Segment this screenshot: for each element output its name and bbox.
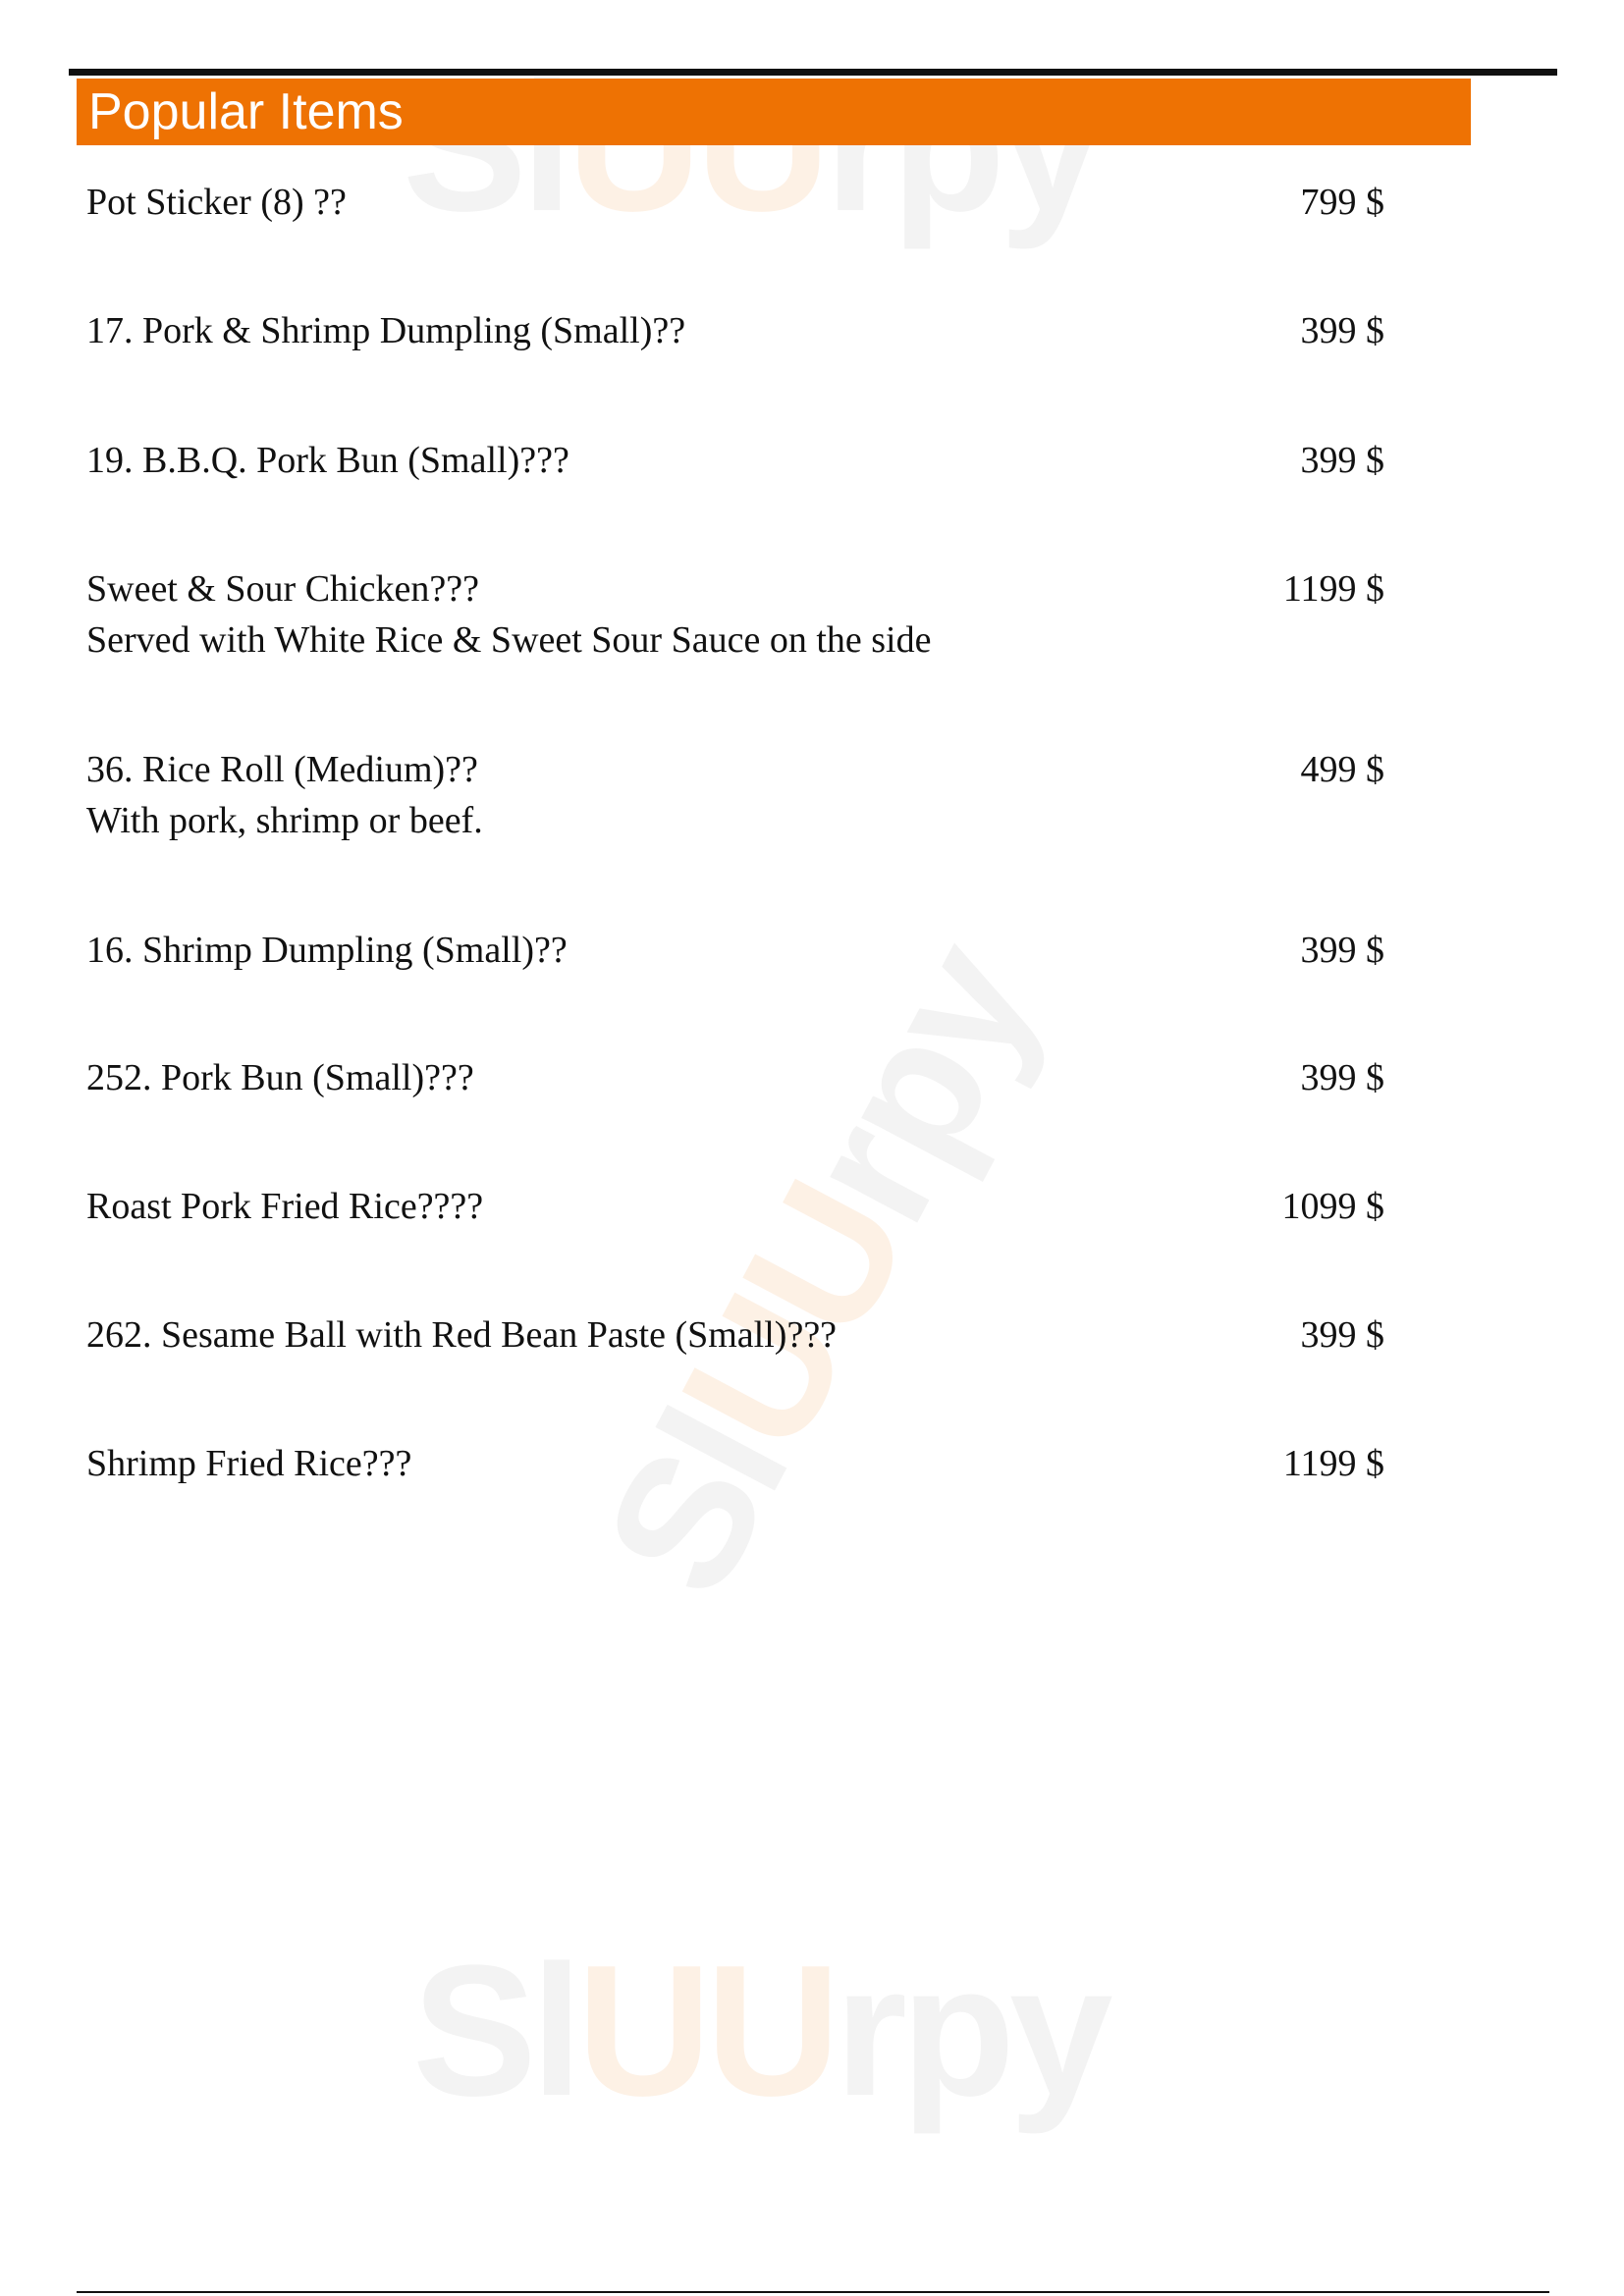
- item-description: Served with White Rice & Sweet Sour Sauce on the side: [86, 619, 932, 661]
- item-description: With pork, shrimp or beef.: [86, 800, 483, 841]
- item-price: 399 $: [1300, 1057, 1384, 1098]
- item-name: Pot Sticker (8) ??: [86, 182, 347, 223]
- watermark-logo: SlUUrpy: [412, 1927, 1108, 2135]
- section-header: [77, 79, 1471, 145]
- item-price: 1199 $: [1282, 1443, 1384, 1484]
- item-name: 19. B.B.Q. Pork Bun (Small)???: [86, 440, 569, 481]
- item-name: Shrimp Fried Rice???: [86, 1443, 412, 1484]
- bottom-rule: [77, 2291, 1549, 2293]
- item-name: 36. Rice Roll (Medium)??: [86, 749, 478, 790]
- watermark-logo: SlUUrpy: [403, 42, 1098, 250]
- item-name: 16. Shrimp Dumpling (Small)??: [86, 930, 568, 971]
- item-name: Sweet & Sour Chicken???: [86, 568, 479, 610]
- item-name: Roast Pork Fried Rice????: [86, 1186, 484, 1227]
- item-price: 399 $: [1300, 440, 1384, 481]
- section-title: Popular Items: [88, 83, 404, 140]
- item-price: 799 $: [1300, 182, 1384, 223]
- item-price: 399 $: [1300, 1314, 1384, 1356]
- item-price: 1199 $: [1282, 568, 1384, 610]
- watermark-logo: SlUUrpy: [565, 914, 1075, 1627]
- top-rule: [69, 69, 1557, 76]
- item-price: 399 $: [1300, 310, 1384, 351]
- item-name: 17. Pork & Shrimp Dumpling (Small)??: [86, 310, 686, 351]
- item-price: 399 $: [1300, 930, 1384, 971]
- item-name: 252. Pork Bun (Small)???: [86, 1057, 474, 1098]
- item-price: 499 $: [1300, 749, 1384, 790]
- item-price: 1099 $: [1281, 1186, 1384, 1227]
- item-name: 262. Sesame Ball with Red Bean Paste (Small)???: [86, 1314, 838, 1356]
